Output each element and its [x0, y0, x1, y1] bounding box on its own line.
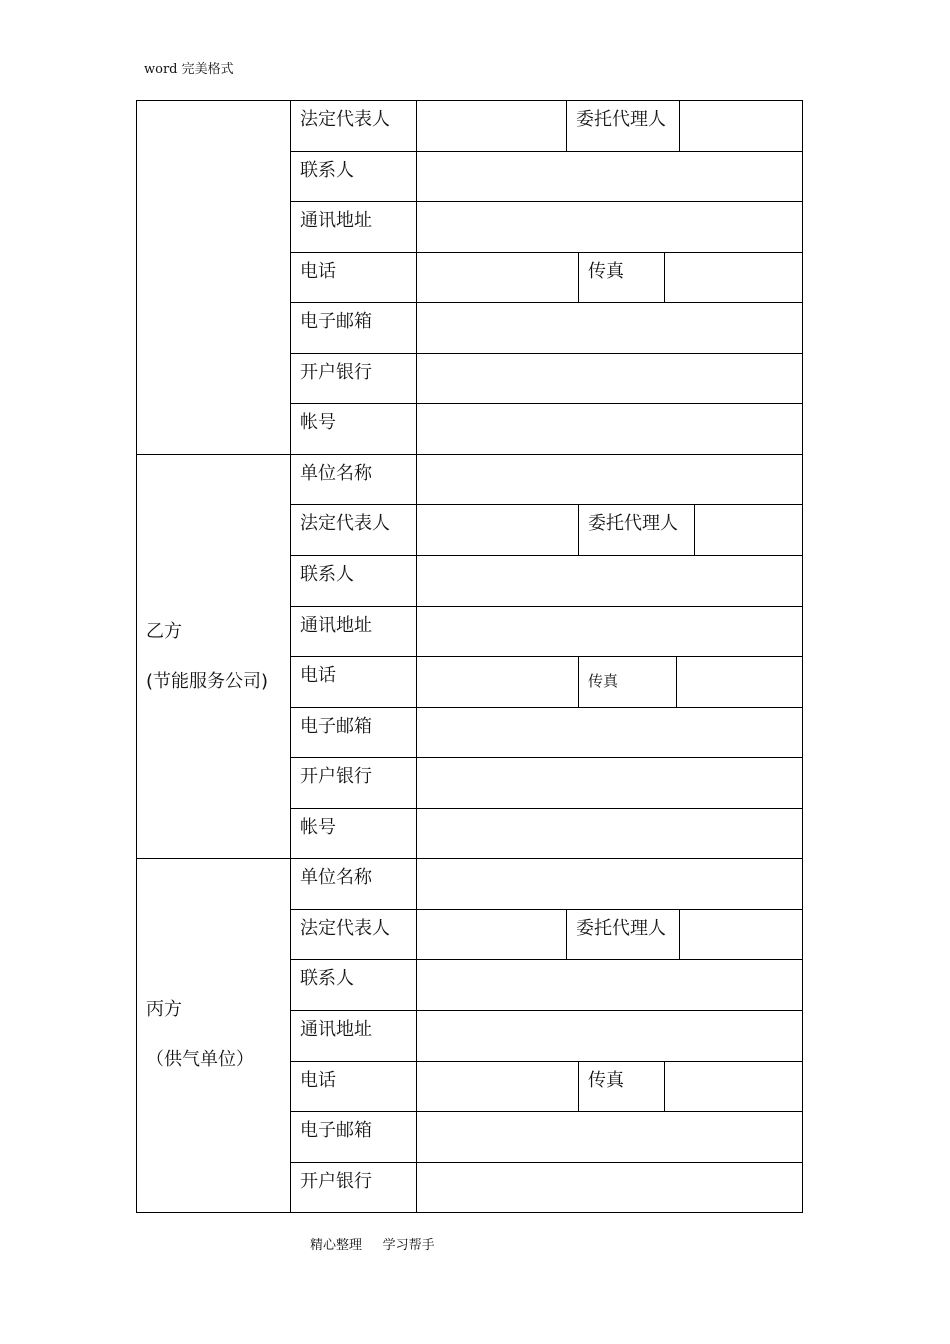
- field-label-address: 通讯地址: [290, 1010, 417, 1062]
- field-value-bank[interactable]: [416, 353, 803, 404]
- field-label-phone: 电话: [290, 1061, 417, 1112]
- party-name: 丙方: [146, 999, 182, 1020]
- field-label-account: 帐号: [290, 403, 417, 455]
- field-value-fax[interactable]: [664, 1061, 803, 1112]
- party-cell: [136, 100, 291, 455]
- field-label-fax: 传真: [578, 656, 677, 708]
- field-label-phone: 电话: [290, 252, 417, 303]
- field-value-contact[interactable]: [416, 555, 803, 607]
- field-label-fax: 传真: [578, 1061, 665, 1112]
- field-label-legal-rep: 法定代表人: [290, 100, 417, 152]
- page-footer: 精心整理 学习帮手: [310, 1238, 435, 1253]
- party-subtitle: (节能服务公司): [146, 671, 269, 692]
- field-label-bank: 开户银行: [290, 353, 417, 404]
- field-label-bank: 开户银行: [290, 757, 417, 809]
- field-label-email: 电子邮箱: [290, 1111, 417, 1163]
- field-label-email: 电子邮箱: [290, 707, 417, 758]
- field-value-bank[interactable]: [416, 1162, 803, 1213]
- field-label-account: 帐号: [290, 808, 417, 859]
- field-label-address: 通讯地址: [290, 606, 417, 657]
- field-value-email[interactable]: [416, 1111, 803, 1163]
- field-label-contact: 联系人: [290, 555, 417, 607]
- field-label-email: 电子邮箱: [290, 302, 417, 354]
- field-value-contact[interactable]: [416, 151, 803, 202]
- field-value-phone[interactable]: [416, 1061, 579, 1112]
- field-label-phone: 电话: [290, 656, 417, 708]
- field-value-phone[interactable]: [416, 656, 579, 708]
- field-value-legal-rep[interactable]: [416, 504, 579, 556]
- field-value-address[interactable]: [416, 1010, 803, 1062]
- field-value-agent[interactable]: [694, 504, 803, 556]
- field-value-address[interactable]: [416, 201, 803, 253]
- party-name: 乙方: [146, 621, 182, 642]
- field-value-legal-rep[interactable]: [416, 909, 567, 960]
- field-label-agent: 委托代理人: [566, 909, 680, 960]
- field-label-legal-rep: 法定代表人: [290, 909, 417, 960]
- field-label-company-name: 单位名称: [290, 858, 417, 910]
- field-value-email[interactable]: [416, 707, 803, 758]
- party-subtitle: （供气单位）: [146, 1049, 254, 1070]
- field-label-bank: 开户银行: [290, 1162, 417, 1213]
- field-value-account[interactable]: [416, 808, 803, 859]
- party-cell: [136, 858, 291, 1213]
- field-label-company-name: 单位名称: [290, 454, 417, 505]
- field-value-phone[interactable]: [416, 252, 579, 303]
- field-value-address[interactable]: [416, 606, 803, 657]
- field-value-agent[interactable]: [679, 909, 803, 960]
- page-header: word 完美格式: [144, 62, 234, 77]
- field-label-contact: 联系人: [290, 151, 417, 202]
- field-value-fax[interactable]: [676, 656, 803, 708]
- field-label-agent: 委托代理人: [578, 504, 695, 556]
- field-value-company-name[interactable]: [416, 858, 803, 910]
- field-label-contact: 联系人: [290, 959, 417, 1011]
- field-value-agent[interactable]: [679, 100, 803, 152]
- field-label-legal-rep: 法定代表人: [290, 504, 417, 556]
- field-label-agent: 委托代理人: [566, 100, 680, 152]
- field-value-email[interactable]: [416, 302, 803, 354]
- field-label-fax: 传真: [578, 252, 665, 303]
- field-value-bank[interactable]: [416, 757, 803, 809]
- party-cell: [136, 454, 291, 859]
- field-label-address: 通讯地址: [290, 201, 417, 253]
- field-value-account[interactable]: [416, 403, 803, 455]
- field-value-fax[interactable]: [664, 252, 803, 303]
- field-value-legal-rep[interactable]: [416, 100, 567, 152]
- field-value-company-name[interactable]: [416, 454, 803, 505]
- field-value-contact[interactable]: [416, 959, 803, 1011]
